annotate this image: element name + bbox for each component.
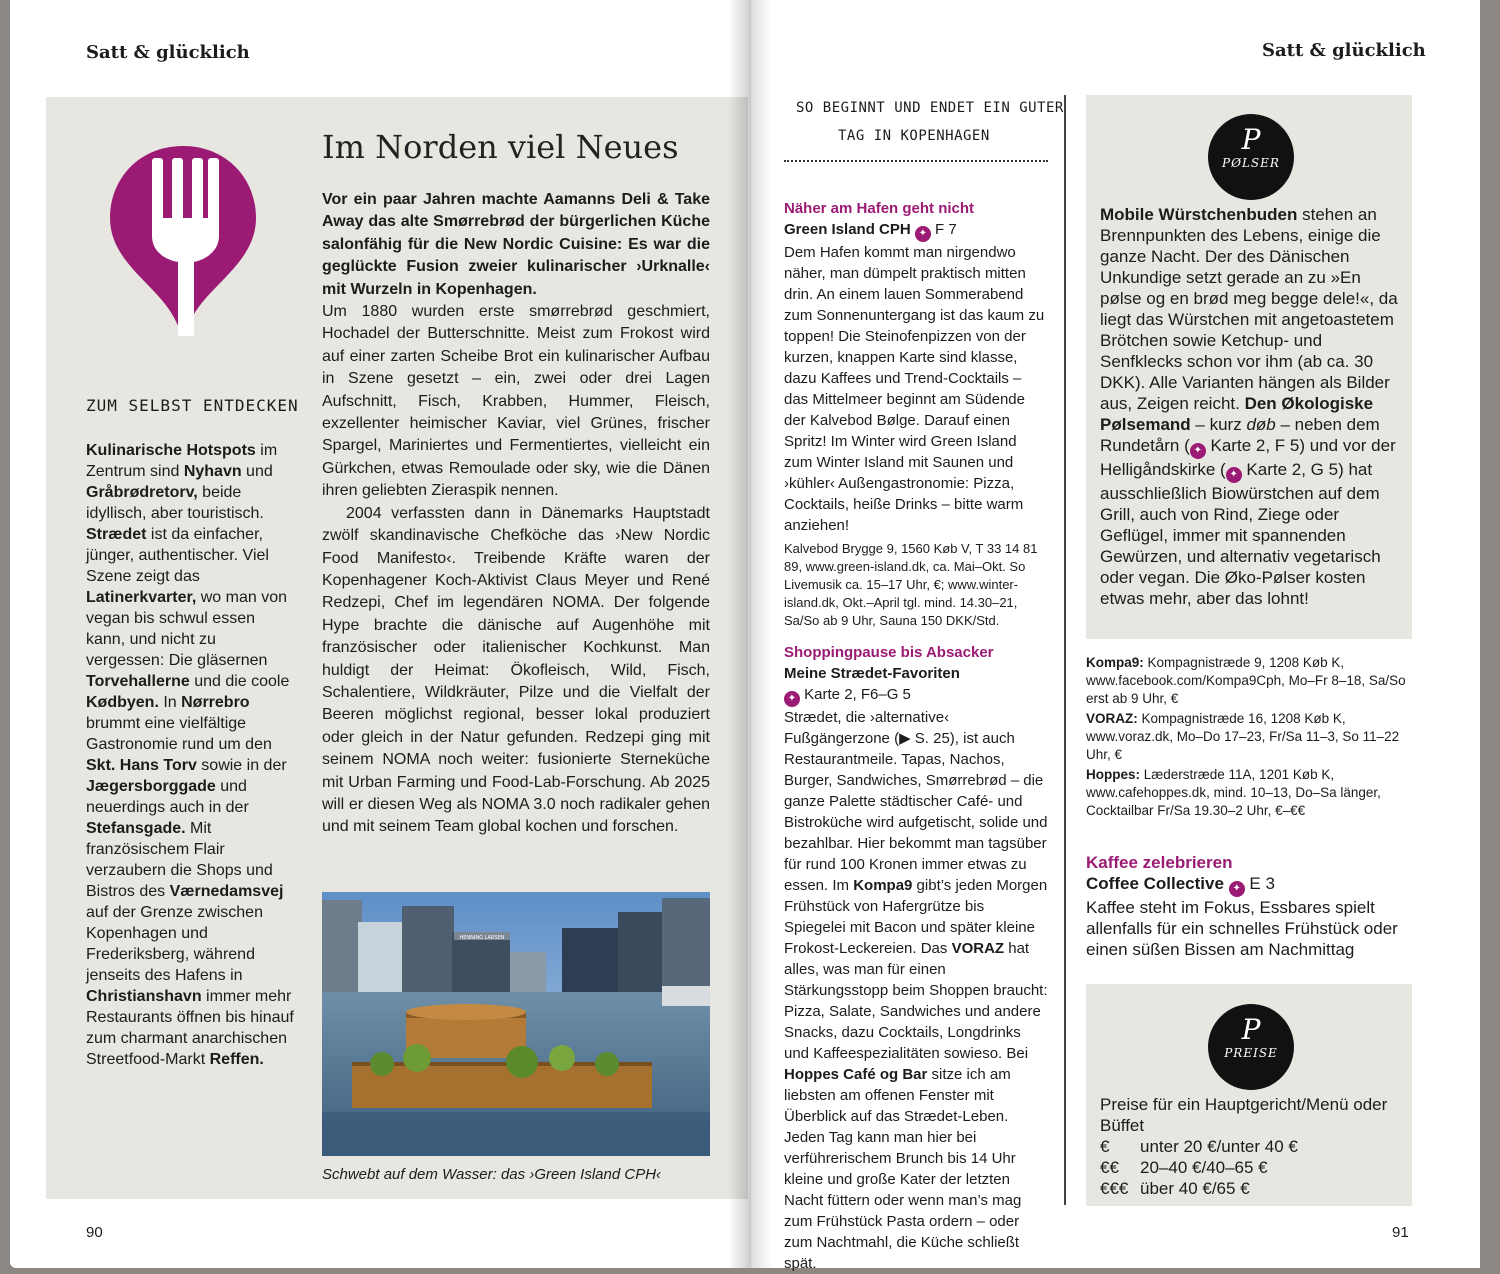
green-island-section <box>784 198 1048 630</box>
straedet-ref: Karte 2, F6–G 5 <box>804 686 911 703</box>
side-text-run: Skt. Hans Torv <box>86 757 197 774</box>
side-text-run: Torvehallerne <box>86 673 190 690</box>
green-island-heading: Green Island CPH <box>784 221 911 238</box>
prices-badge: P PREISE <box>1208 1004 1294 1090</box>
main-paragraph-1: Um 1880 wurden erste smørrebrød geschmiert, Hochadel der Butterschnitte. Meist zum Frokost wird auf einer zarten Scheibe Brot ein kulinarischer Aufbau in Szene gesetzt – ein, zwei oder drei Lagen Aufschnitt, Fisch, Krabben, Hummer, Fleisch, exzellenter heimischer Kaviar, viel Grünes, frischer Spargel, Mariniertes und Fermentiertes, vielleicht ein Gürkchen, etwas Remoulade oder sky, wie die Dänen ihren geliebten Zieraspik nennen. <box>322 303 710 500</box>
side-text-run: immer mehr Restaurants öffnen bis hinauf zum charmant anarchischen Streetfood-Markt <box>86 988 294 1068</box>
side-text-run: Stefansgade. <box>86 820 186 837</box>
straedet-text: Strædet, die ›alternative‹ Fußgängerzone (▶ S. 25), ist auch Restaurantmeile. Tapas, Nachos, Burger, Sandwiches, Smørrebrød – die ganze Palette städtischer Café- und Bistroküche wird aufgetischt, solide und bezahlbar. Hier bekommt man tagsüber für rund 100 Kronen immer etwas zu essen. Im Kompa9 gibt’s jeden Morgen Frühstück von Hafergrütze bis Spiegelei mit Bacon und später kleine Frokost-Leckereien. Das VORAZ hat alles, was man für einen Stärkungsstopp beim Shoppen braucht: Pizza, Salate, Sandwiches und andere Snacks, dazu Cocktails, Longdrinks und Kaffeespezialitäten sowieso. Bei Hoppes Café og Bar sitze ich am liebsten am offenen Fenster mit Überblick auf das Strædet-Leben. Jeden Tag kann man hier bei verführerischem Brunch bis 14 Uhr kleine und große Kater der letzten Nacht füttern oder wenn man’s mag zum Frühstück Pasta ordern – oder zum Nachtmahl, die Küche schließt spät. <box>784 709 1048 1272</box>
side-text-run: auf der Grenze zwischen Kopenhagen und Frederiksberg, während jenseits des Hafens in <box>86 904 263 984</box>
photo-caption: Schwebt auf dem Wasser: das ›Green Island CPH‹ <box>322 1166 662 1183</box>
coffee-section <box>1086 852 1416 960</box>
straedet-section <box>784 642 1048 1274</box>
address-list <box>1086 654 1416 822</box>
mid-title-rule <box>784 160 1048 162</box>
mid-title-line1: SO BEGINNT UND ENDET EIN GUTER <box>796 100 1064 116</box>
side-text <box>86 440 296 1070</box>
fork-marker-icon: ✦ <box>1190 443 1206 459</box>
side-text-run: Mit französischem Flair verzaubern die Shops und Bistros des <box>86 820 273 900</box>
side-text-run: Nyhavn <box>183 463 242 480</box>
side-text-run: im Zentrum sind <box>86 442 278 480</box>
side-title: ZUM SELBST ENTDECKEN <box>86 396 299 415</box>
column-rule <box>1064 95 1066 1205</box>
photo-sign: HENNING LARSEN <box>459 935 505 941</box>
main-text <box>322 189 710 839</box>
side-text-run: Strædet <box>86 526 147 543</box>
side-text-run: Reffen. <box>209 1051 264 1068</box>
straedet-heading: Meine Strædet-Favoriten <box>784 665 960 682</box>
fork-marker-icon: ✦ <box>1226 467 1242 483</box>
side-text-run: beide idyllisch, aber touristisch. <box>86 484 264 522</box>
fork-marker-icon: ✦ <box>784 691 800 707</box>
page-number-left: 90 <box>86 1224 103 1241</box>
side-text-run: Nørrebro <box>181 694 250 711</box>
polser-badge: P PØLSER <box>1208 114 1294 200</box>
prices-intro: Preise für ein Hauptgericht/Menü oder Büffet <box>1100 1095 1388 1135</box>
polser-text: Mobile Würstchenbuden stehen an Brennpunkten des Lebens, einige die ganze Nacht. Der des Dänischen Unkundige setzt gerade an zu »En pølse og en brød meg begge dele!«, da liegt das Würstchen mit angetoastetem Brötchen sowie Ketchup- und Senfklecks schon vor ihm (ab ca. 30 DKK). Alle Varianten hängen als Bilder aus, Zeigen reicht. Den Økologiske Pølsemand – kurz døb – neben dem Rundetårn ( ✦ Karte 2, F 5) und vor der Helligåndskirke ( ✦ Karte 2, G 5) hat ausschließlich Biowürstchen auf dem Grill, auch von Rind, Ziege oder Geflügel, immer mit spannenden Gewürzen, und alternativ vegetarisch oder vegan. Die Øko-Pølser kosten etwas mehr, aber das lohnt! <box>1100 205 1398 608</box>
side-text-run: und <box>241 463 273 480</box>
price-row: €€ 20–40 €/40–65 € <box>1100 1158 1268 1177</box>
coffee-kicker: Kaffee zelebrieren <box>1086 853 1233 872</box>
side-text-run: Christianshavn <box>86 988 202 1005</box>
main-paragraph-2: 2004 verfassten dann in Dänemarks Hauptstadt zwölf skandinavische Chefköche das ›New Nordic Food Manifesto‹. Treibende Kräfte waren der Kopenhagener Koch-Aktivist Claus Meyer und René Redzepi, Chef im legendären NOMA. Der folgende Hype brachte die dänische auf Augenhöhe mit französischer oder italienischer Kochkunst. Man huldigt der Heimat: Ökofleisch, Wild, Fisch, Schalentiere, Wildkräuter, Pilze und die Vielfalt der Beeren möglichst regional, besser lokal produziert oder gleich in der Natur gefunden. Redzepi ging mit seinem NOMA noch weiter: fusionierte Sterneküche mit Urban Farming und Food-Lab-Forschung. Ab 2025 will er diesen Weg als NOMA 3.0 noch radikaler gehen und mit seinem Team global kochen und forschen. <box>322 504 710 836</box>
prices-text <box>1100 1094 1400 1199</box>
page-number-right: 91 <box>1392 1224 1409 1241</box>
price-row: €€€ über 40 €/65 € <box>1100 1179 1250 1198</box>
side-text-run: sowie in der <box>196 757 287 774</box>
running-head-left: Satt & glücklich <box>86 42 250 63</box>
green-island-text: Dem Hafen kommt man nirgendwo näher, man dümpelt praktisch mitten drin. An einem lauen Sommerabend zum Sonnenuntergang ist das kaum zu toppen! Die Steinofenpizzen von der kurzen, knappen Karte sind klasse, dazu Kaffees und Trend-Cocktails – das Mittelmeer beginnt am Südende der Kalvebod Bølge. Darauf einen Spritz! Im Winter wird Green Island zum Winter Island mit Saunen und ›kühler‹ Außengastronomie: Pizza, Cocktails, heiße Drinks – bitte warm anziehen! <box>784 244 1045 534</box>
price-row: € unter 20 €/unter 40 € <box>1100 1137 1298 1156</box>
side-text-run: und die coole <box>189 673 290 690</box>
fork-marker-icon: ✦ <box>1229 881 1245 897</box>
side-text-run: Jægersborggade <box>86 778 216 795</box>
main-intro: Vor ein paar Jahren machte Aamanns Deli & Take Away das alte Smørrebrød der bürgerlichen Küche salonfähig für die New Nordic Cuisine: Es war die geglückte Fusion zweier kulinarischer ›Urknalle‹ mit Wurzeln in Kopenhagen. <box>322 191 710 298</box>
green-island-photo <box>322 892 710 1156</box>
side-text-run: und neuerdings auch in der <box>86 778 249 816</box>
green-island-ref: F 7 <box>935 221 957 238</box>
mid-title-line2: TAG IN KOPENHAGEN <box>838 128 990 144</box>
address-entry: Hoppes: Læderstræde 11A, 1201 Køb K, www.cafehoppes.dk, mind. 10–13, Do–Sa länger, Cocktailbar Fr/Sa 19.30–2 Uhr, €–€€ <box>1086 767 1381 818</box>
fork-pin-icon <box>108 140 258 340</box>
side-text-run: Kulinarische Hotspots <box>86 442 256 459</box>
main-title: Im Norden viel Neues <box>322 128 679 166</box>
side-text-run: Værnedamsvej <box>169 883 284 900</box>
side-text-run: Latinerkvarter, <box>86 589 197 606</box>
side-text-run: Gråbrødretorv, <box>86 484 198 501</box>
side-text-run: Kødbyen. <box>86 694 159 711</box>
coffee-ref: E 3 <box>1249 874 1275 893</box>
address-entry: Kompa9: Kompagnistræde 9, 1208 Køb K, www.facebook.com/Kompa9Cph, Mo–Fr 8–18, Sa/So erst ab 9 Uhr, € <box>1086 655 1406 706</box>
side-text-run: ist da einfacher, jünger, authentischer. Viel Szene zeigt das <box>86 526 269 585</box>
prices-table <box>1100 1136 1298 1199</box>
side-text-run: wo man von vegan bis schwul essen kann, und nicht zu vergessen: Die gläsernen <box>86 589 287 669</box>
coffee-text: Kaffee steht im Fokus, Essbares spielt allenfalls für ein schnelles Frühstück oder einen süßen Bissen am Nachmittag <box>1086 898 1398 959</box>
address-entry: VORAZ: Kompagnistræde 16, 1208 Køb K, www.voraz.dk, Mo–Do 17–23, Fr/Sa 11–3, So 11–22 Uhr, € <box>1086 711 1400 762</box>
side-text-run: In <box>158 694 182 711</box>
side-text-run: brummt eine vielfältige Gastronomie rund um den <box>86 715 272 753</box>
fork-marker-icon: ✦ <box>915 226 931 242</box>
green-island-info: Kalvebod Brygge 9, 1560 Køb V, T 33 14 81 89, www.green-island.dk, ca. Mai–Okt. So Livemusik ca. 15–17 Uhr, €; www.winter-island.dk, Okt.–April tgl. mind. 14.30–21, Sa/So ab 9 Uhr, Sauna 150 DKK/Std. <box>784 541 1038 628</box>
coffee-heading: Coffee Collective <box>1086 874 1224 893</box>
straedet-kicker: Shoppingpause bis Absacker <box>784 644 994 661</box>
green-island-kicker: Näher am Hafen geht nicht <box>784 200 975 217</box>
running-head-right: Satt & glücklich <box>1262 40 1426 61</box>
